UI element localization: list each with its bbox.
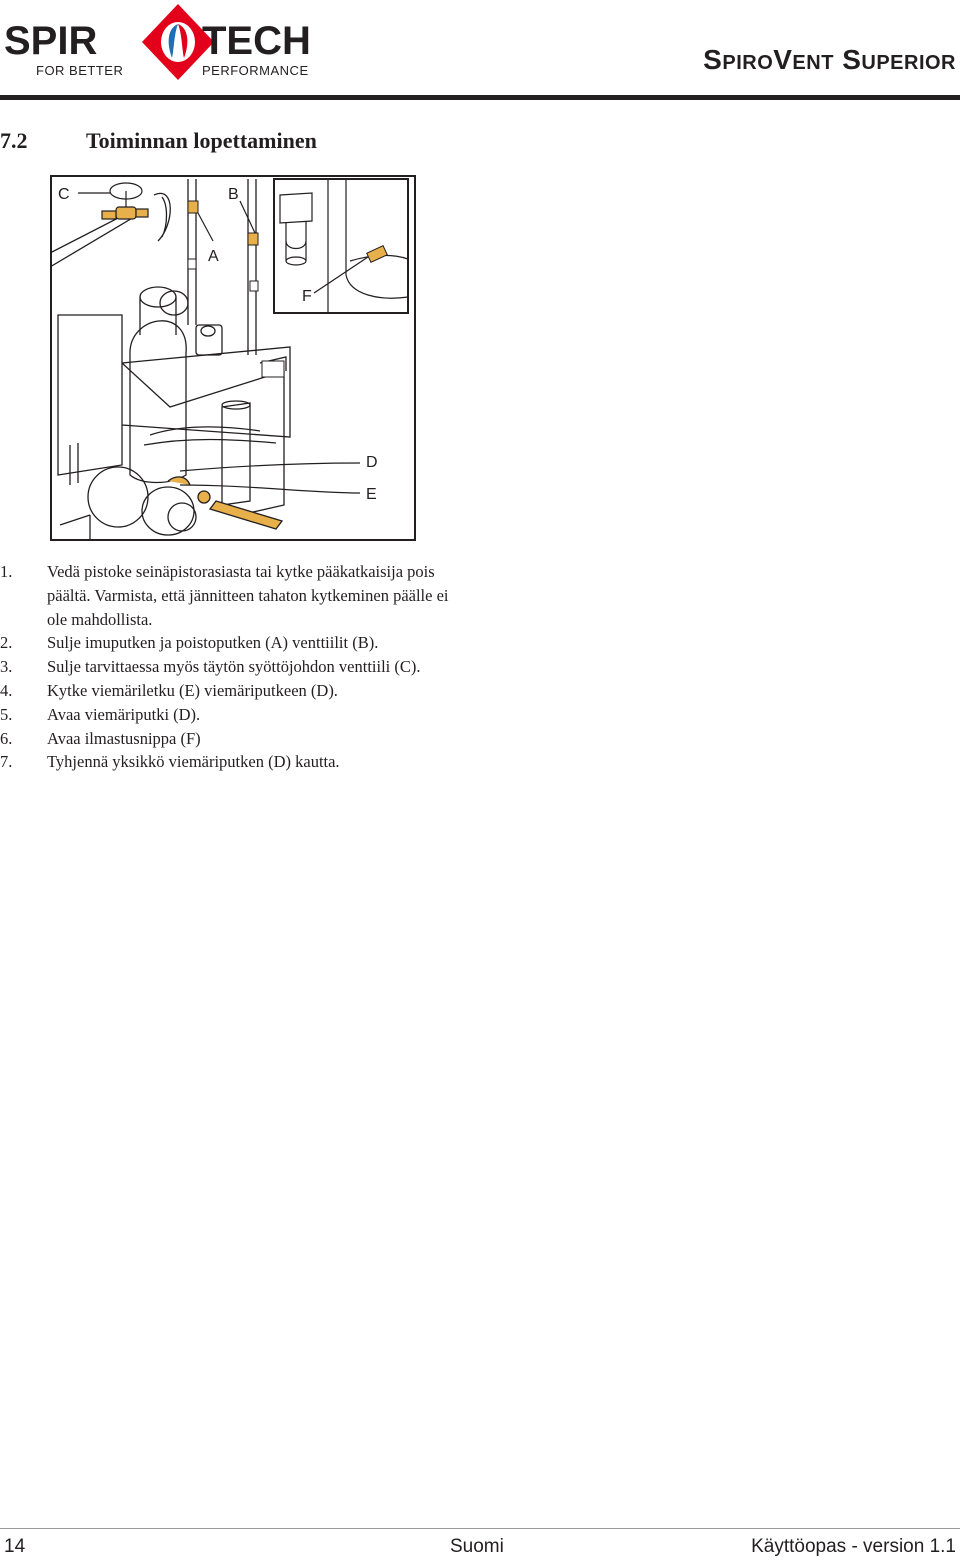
step-text: Vedä pistoke seinäpistorasiasta tai kytke pääkatkaisija pois päältä. Varmista, että jännitteen tahaton kytkeminen päälle ei ole mahdollista. xyxy=(47,562,449,629)
instruction-steps xyxy=(0,560,470,774)
logo-word-right: TECH xyxy=(202,19,311,63)
list-item xyxy=(0,679,470,703)
figure-label-b: B xyxy=(228,186,239,203)
figure-label-c: C xyxy=(58,186,70,203)
footer-divider xyxy=(0,1528,960,1529)
list-item xyxy=(0,631,470,655)
unit-illustration xyxy=(50,175,416,541)
logo-tagline-left: FOR BETTER xyxy=(36,63,124,78)
product-title: SpiroVent Superior xyxy=(703,44,956,75)
figure-label-d: D xyxy=(366,454,378,471)
list-item xyxy=(0,560,470,631)
spirotech-logo xyxy=(2,2,342,82)
step-number: 3. xyxy=(0,657,13,677)
footer-page-number: 14 xyxy=(4,1536,26,1557)
step-number: 7. xyxy=(0,752,13,772)
step-number: 5. xyxy=(0,704,13,724)
step-text: Avaa viemäriputki (D). xyxy=(47,704,201,724)
list-item xyxy=(0,703,470,727)
footer-language: Suomi xyxy=(450,1536,504,1557)
header-divider xyxy=(0,95,960,100)
step-number: 2. xyxy=(0,633,13,653)
step-text: Sulje imuputken ja poistoputken (A) venttiilit (B). xyxy=(47,633,379,653)
list-item xyxy=(0,750,470,774)
logo-tagline-right: PERFORMANCE xyxy=(202,63,309,78)
figure-label-f: F xyxy=(302,288,312,305)
section-number: 7.2 xyxy=(0,128,28,153)
list-item xyxy=(0,655,470,679)
step-number: 1. xyxy=(0,562,13,581)
step-text: Kytke viemäriletku (E) viemäriputkeen (D). xyxy=(47,680,338,700)
step-number: 4. xyxy=(0,680,13,700)
logo-word-left: SPIR xyxy=(4,19,98,63)
section-title: Toiminnan lopettaminen xyxy=(86,128,317,153)
footer-document-version: Käyttöopas - version 1.1 xyxy=(751,1536,956,1557)
figure-label-a: A xyxy=(208,248,219,265)
step-text: Sulje tarvittaessa myös täytön syöttöjohdon venttiili (C). xyxy=(47,657,421,677)
step-text: Avaa ilmastusnippa (F) xyxy=(47,728,201,748)
step-text: Tyhjennä yksikkö viemäriputken (D) kautta. xyxy=(47,752,340,772)
list-item xyxy=(0,727,470,751)
step-number: 6. xyxy=(0,728,13,748)
figure-label-e: E xyxy=(366,486,377,503)
